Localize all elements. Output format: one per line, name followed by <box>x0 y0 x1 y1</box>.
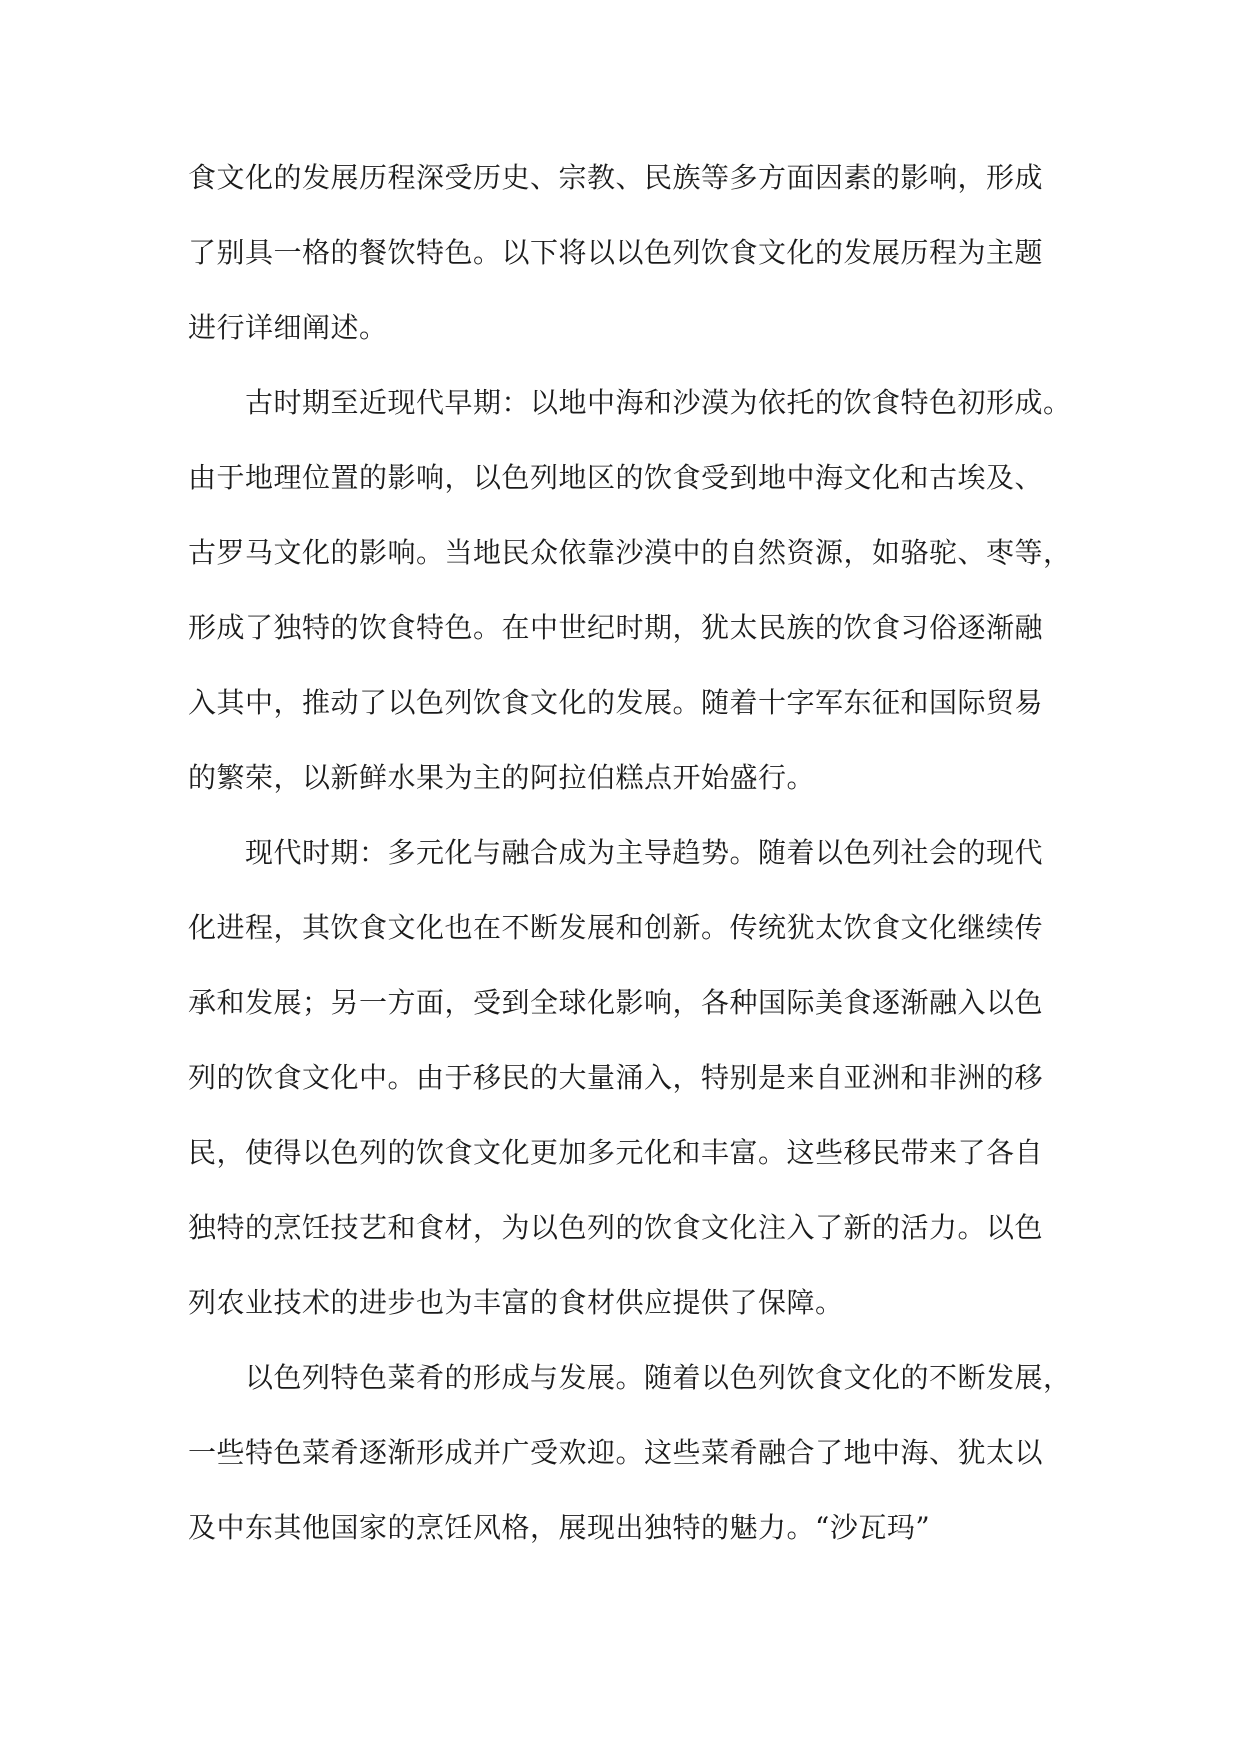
paragraph-start-line: 现代时期：多元化与融合成为主导趋势。随着以色列社会的现代 <box>245 836 1044 869</box>
document-body <box>188 140 1072 1565</box>
text-line: 承和发展；另一方面，受到全球化影响，各种国际美食逐渐融入以色 <box>188 986 1044 1019</box>
text-line: 古罗马文化的影响。当地民众依靠沙漠中的自然资源，如骆驼、枣等， <box>188 536 1072 569</box>
paragraph-start-line: 古时期至近现代早期：以地中海和沙漠为依托的饮食特色初形成。 <box>245 386 1072 419</box>
text-line: 食文化的发展历程深受历史、宗教、民族等多方面因素的影响，形成 <box>188 161 1044 194</box>
text-line: 列农业技术的进步也为丰富的食材供应提供了保障。 <box>188 1286 844 1319</box>
text-line: 进行详细阐述。 <box>188 311 388 344</box>
text-line: 的繁荣，以新鲜水果为主的阿拉伯糕点开始盛行。 <box>188 761 816 794</box>
text-line: 入其中，推动了以色列饮食文化的发展。随着十字军东征和国际贸易 <box>188 686 1044 719</box>
text-line: 形成了独特的饮食特色。在中世纪时期，犹太民族的饮食习俗逐渐融 <box>188 611 1044 644</box>
text-line: 化进程，其饮食文化也在不断发展和创新。传统犹太饮食文化继续传 <box>188 911 1044 944</box>
text-line: 独特的烹饪技艺和食材，为以色列的饮食文化注入了新的活力。以色 <box>188 1211 1044 1244</box>
text-line: 由于地理位置的影响，以色列地区的饮食受到地中海文化和古埃及、 <box>188 461 1044 494</box>
paragraph-start-line: 以色列特色菜肴的形成与发展。随着以色列饮食文化的不断发展， <box>245 1361 1072 1394</box>
text-line: 一些特色菜肴逐渐形成并广受欢迎。这些菜肴融合了地中海、犹太以 <box>188 1436 1044 1469</box>
text-line: 了别具一格的餐饮特色。以下将以以色列饮食文化的发展历程为主题 <box>188 236 1044 269</box>
text-line: 民，使得以色列的饮食文化更加多元化和丰富。这些移民带来了各自 <box>188 1136 1044 1169</box>
text-line: 及中东其他国家的烹饪风格，展现出独特的魅力。“沙瓦玛” <box>188 1511 931 1544</box>
text-line: 列的饮食文化中。由于移民的大量涌入，特别是来自亚洲和非洲的移 <box>188 1061 1044 1094</box>
